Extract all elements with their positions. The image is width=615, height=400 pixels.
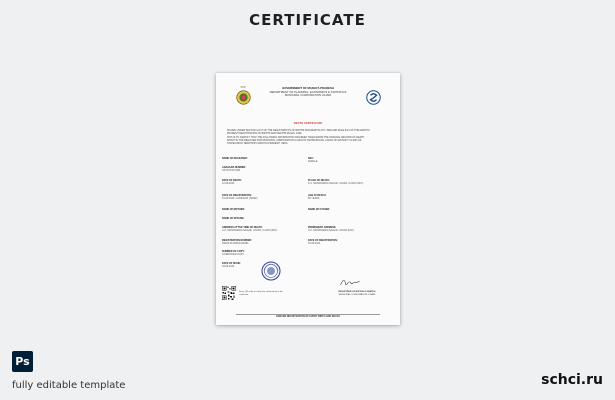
signature-icon bbox=[339, 277, 361, 288]
field-name-of-father: NAME OF FATHER: bbox=[308, 208, 330, 211]
template-caption: fully editable template bbox=[12, 380, 126, 391]
document-header bbox=[256, 87, 360, 98]
field-place-of-death: PLACE OF DEATH: X-X, MAHANANDA NAGAR, UJJAIN, UJJAIN (M.P.) bbox=[308, 179, 364, 186]
intro-line: THIS IS TO CERTIFY THAT THE FOLLOWING INFORMATION HAS BEEN TAKEN FROM THE ORIGINAL RECORD OF DEATH bbox=[227, 135, 365, 139]
field-aadhaar: AADHAAR NUMBER: XXXXXXXX7466 bbox=[222, 166, 247, 173]
intro-line: STATE/UNION TERRITORY MADHYA PRADESH, INDIA. bbox=[227, 142, 289, 146]
field-name-of-mother: NAME OF MOTHER: bbox=[222, 208, 245, 211]
field-date-of-issue: DATE OF ISSUE: 18-09-2023 bbox=[222, 262, 241, 269]
header-line: GOVERNMENT OF MADHYA PRADESH bbox=[282, 87, 334, 90]
field-permanent-address: PERMANENT ADDRESS: X-X, MAHANANDA NAGAR, UJJAIN (M.P.) bbox=[308, 226, 354, 233]
field-date-of-registration: DATE OF REGISTRATION: 15-09-2023 / 14/09/2023 (TAMIZ) bbox=[222, 194, 258, 201]
header-line: MUNICIPAL CORPORATION UJJAIN bbox=[284, 94, 332, 98]
intro-line: ISSUED UNDER SECTION 12/17 OF THE REGISTRATION OF BIRTHS AND DEATHS ACT, 1969 AND RULE 8/13 OF THE MADHYA bbox=[227, 129, 370, 132]
field-name-of-deceased: NAME OF DECEASED: bbox=[222, 157, 248, 160]
certificate-document bbox=[216, 73, 400, 325]
header-line: DEPARTMENT OF PLANNING, ECONOMICS & STATISTICS bbox=[269, 90, 347, 94]
field-date-of-death: DATE OF DEATH: 12-09-2023 bbox=[222, 179, 242, 186]
document-footer: ENSURE REGISTRATION OF EVERY BIRTH AND DEATH bbox=[276, 315, 340, 318]
field-registration-number: REGISTRATION NUMBER: D2023:23-90063-000281 bbox=[222, 239, 252, 246]
field-age-at-death: AGE AT DEATH: 85 YEARS bbox=[308, 194, 327, 201]
qr-note: Scan QR code to verify the authenticity of the certificate bbox=[239, 291, 283, 296]
certificate-title: DEATH CERTIFICATE bbox=[293, 121, 323, 125]
field-number-of-copy: NUMBER OF COPY: 1/CERTIFIED COPY bbox=[222, 250, 245, 257]
official-seal-icon bbox=[261, 261, 281, 281]
page-title: CERTIFICATE bbox=[249, 11, 366, 29]
emblem-caption: राज्य bbox=[240, 86, 246, 89]
field-right-registration-date: DATE OF REGISTRATION: 15-09-2023 bbox=[308, 239, 338, 246]
intro-paragraph bbox=[227, 129, 389, 145]
site-watermark: schci.ru bbox=[541, 372, 603, 388]
qr-code-icon bbox=[222, 286, 236, 300]
photoshop-label: Ps bbox=[15, 355, 30, 368]
field-address-at-death: ADDRESS AT THE TIME OF DEATH: X-X, MAHANANDA NAGAR, UJJAIN, UJJAIN (M.P.) bbox=[222, 226, 278, 233]
field-sex: SEX: FEMALE bbox=[308, 157, 318, 164]
intro-line: PRADESH REGISTRATION OF BIRTHS AND DEATHS RULES, 1999. bbox=[227, 132, 303, 136]
state-emblem-icon bbox=[236, 90, 251, 105]
intro-line: WHICH IS THE REGISTER FOR MUNICIPAL CORPORATION UJJAIN OF TEHSIL/BLOCK UJJAIN OF DISTRICT UJJAIN OF bbox=[227, 138, 362, 142]
photoshop-icon bbox=[12, 351, 33, 372]
department-logo-icon bbox=[366, 90, 381, 105]
registrar-signature-block: REGISTRAR OF BIRTHS & DEATHS MUNICIPAL CORPORATION UJJAIN bbox=[338, 291, 376, 296]
field-name-of-spouse: NAME OF SPOUSE: bbox=[222, 217, 245, 220]
